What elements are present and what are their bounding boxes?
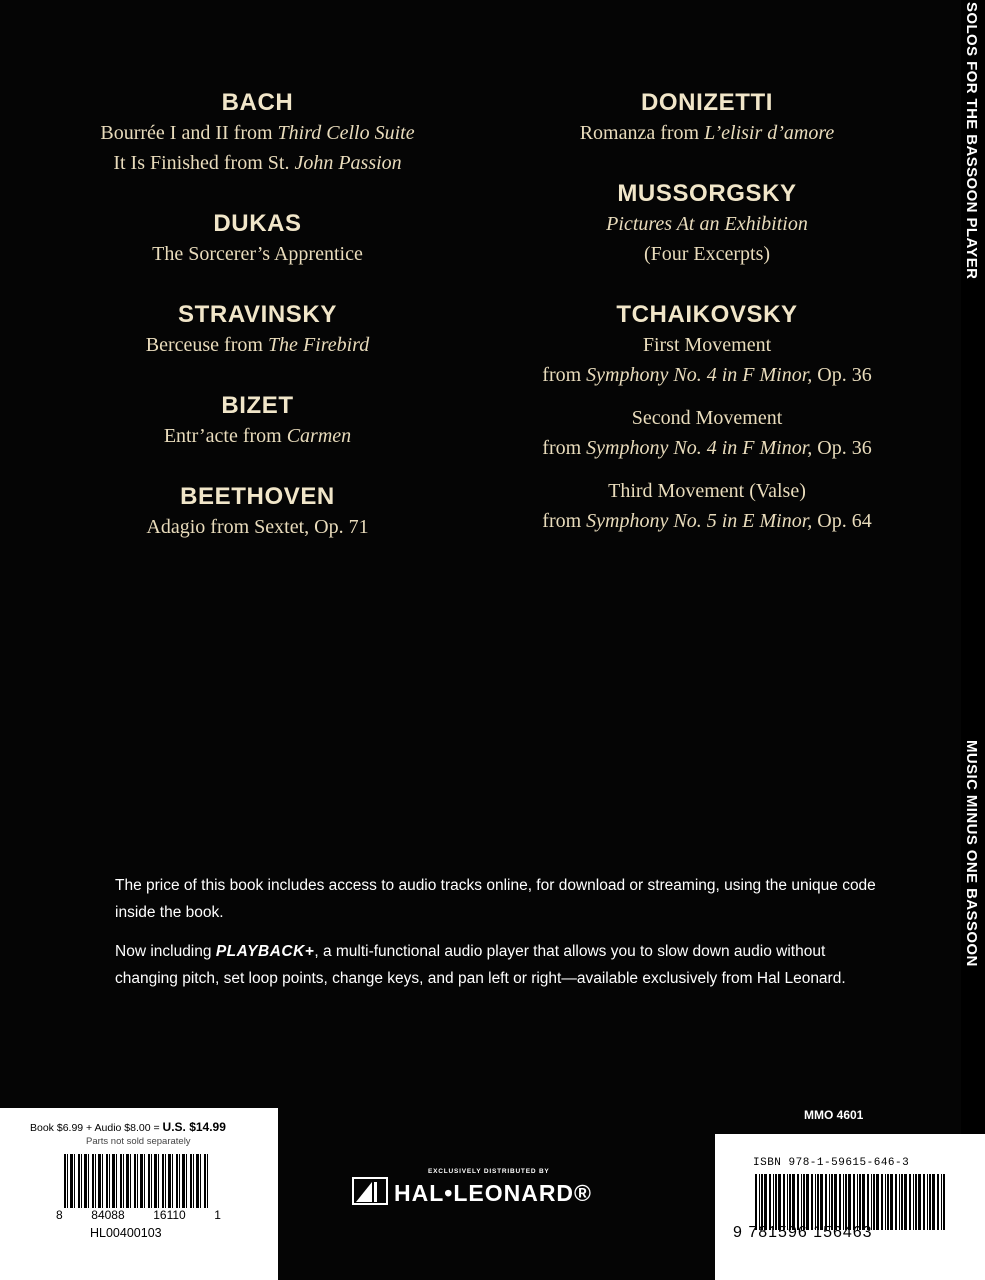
composer-name: BACH — [221, 89, 294, 116]
upc-barcode — [64, 1154, 208, 1208]
work-title: Pictures At an Exhibition — [606, 213, 808, 235]
composer-group-donizetti — [487, 88, 927, 148]
composer-name: MUSSORGSKY — [617, 180, 797, 207]
price-line: Book $6.99 + Audio $8.00 = U.S. $14.99 — [30, 1120, 226, 1134]
work-title: The Sorcerer’s Apprentice — [152, 243, 363, 265]
work-title: Bourrée I and II from Third Cello Suite — [100, 122, 415, 144]
composer-group-bizet — [40, 391, 475, 451]
composer-name: BEETHOVEN — [180, 483, 335, 510]
composer-name: DUKAS — [213, 210, 302, 237]
playback-plus-logo: PLAYBACK+ — [215, 943, 315, 960]
distributor-name: HAL•LEONARD® — [394, 1180, 592, 1206]
hal-leonard-icon — [352, 1174, 388, 1206]
composer-group-stravinsky — [40, 300, 475, 360]
composer-group-tchaikovsky — [487, 300, 927, 536]
composer-name: STRAVINSKY — [178, 301, 337, 328]
movement-title: Second Movement — [631, 407, 783, 429]
work-title: Adagio from Sextet, Op. 71 — [146, 516, 369, 538]
composer-group-bach — [40, 88, 475, 178]
movement-title: Third Movement (Valse) — [608, 480, 806, 502]
composer-group-mussorgsky — [487, 179, 927, 269]
isbn-barcode — [755, 1174, 945, 1230]
spine-series: MUSIC MINUS ONE BASSOON — [963, 740, 980, 967]
isbn-label: ISBN 978-1-59615-646-3 — [753, 1157, 910, 1169]
work-title: Berceuse from The Firebird — [145, 334, 370, 356]
book-spine — [961, 0, 985, 1280]
isbn-barcode-box — [715, 1134, 985, 1280]
playback-paragraph: Now including PLAYBACK+, a multi-functional audio player that allows you to slow down audio without changing pitch, set loop points, change keys, and pan left or right—available exclusively from Hal Leonard. — [115, 943, 846, 987]
work-title: It Is Finished from St. John Passion — [113, 152, 402, 174]
composer-name: DONIZETTI — [640, 89, 774, 116]
left-contents-column — [40, 88, 475, 573]
right-contents-column — [487, 88, 927, 567]
composer-name: TCHAIKOVSKY — [616, 301, 798, 328]
movement-entry — [487, 476, 927, 536]
isbn-digits: 9 781596 156463 — [733, 1224, 873, 1241]
work-title: Romanza from L’elisir d’amore — [579, 122, 835, 144]
movement-source: from Symphony No. 5 in E Minor, Op. 64 — [542, 510, 872, 532]
upc-digits: 8 84088 16110 1 — [56, 1208, 221, 1222]
movement-source: from Symphony No. 4 in F Minor, Op. 36 — [542, 437, 872, 459]
catalog-number: MMO 4601 — [804, 1108, 864, 1122]
price-total: U.S. $14.99 — [162, 1120, 226, 1134]
movement-entry — [487, 403, 927, 463]
composer-name: BIZET — [221, 392, 294, 419]
price-barcode-box — [0, 1108, 278, 1280]
distributor-label: EXCLUSIVELY DISTRIBUTED BY — [428, 1168, 550, 1175]
movement-entry — [487, 330, 927, 390]
audio-access-paragraph: The price of this book includes access to audio tracks online, for download or streaming, using the unique code inside the book. — [115, 877, 876, 921]
composer-group-beethoven — [40, 482, 475, 542]
movement-source: from Symphony No. 4 in F Minor, Op. 36 — [542, 364, 872, 386]
price-note: Parts not sold separately — [86, 1136, 191, 1147]
movement-title: First Movement — [642, 334, 772, 356]
product-code: HL00400103 — [90, 1226, 162, 1240]
work-subtitle: (Four Excerpts) — [643, 243, 771, 265]
spine-title: SOLOS FOR THE BASSOON PLAYER — [963, 2, 980, 280]
composer-group-dukas — [40, 209, 475, 269]
work-title: Entr’acte from Carmen — [163, 425, 352, 447]
audio-info-text — [115, 872, 885, 1004]
